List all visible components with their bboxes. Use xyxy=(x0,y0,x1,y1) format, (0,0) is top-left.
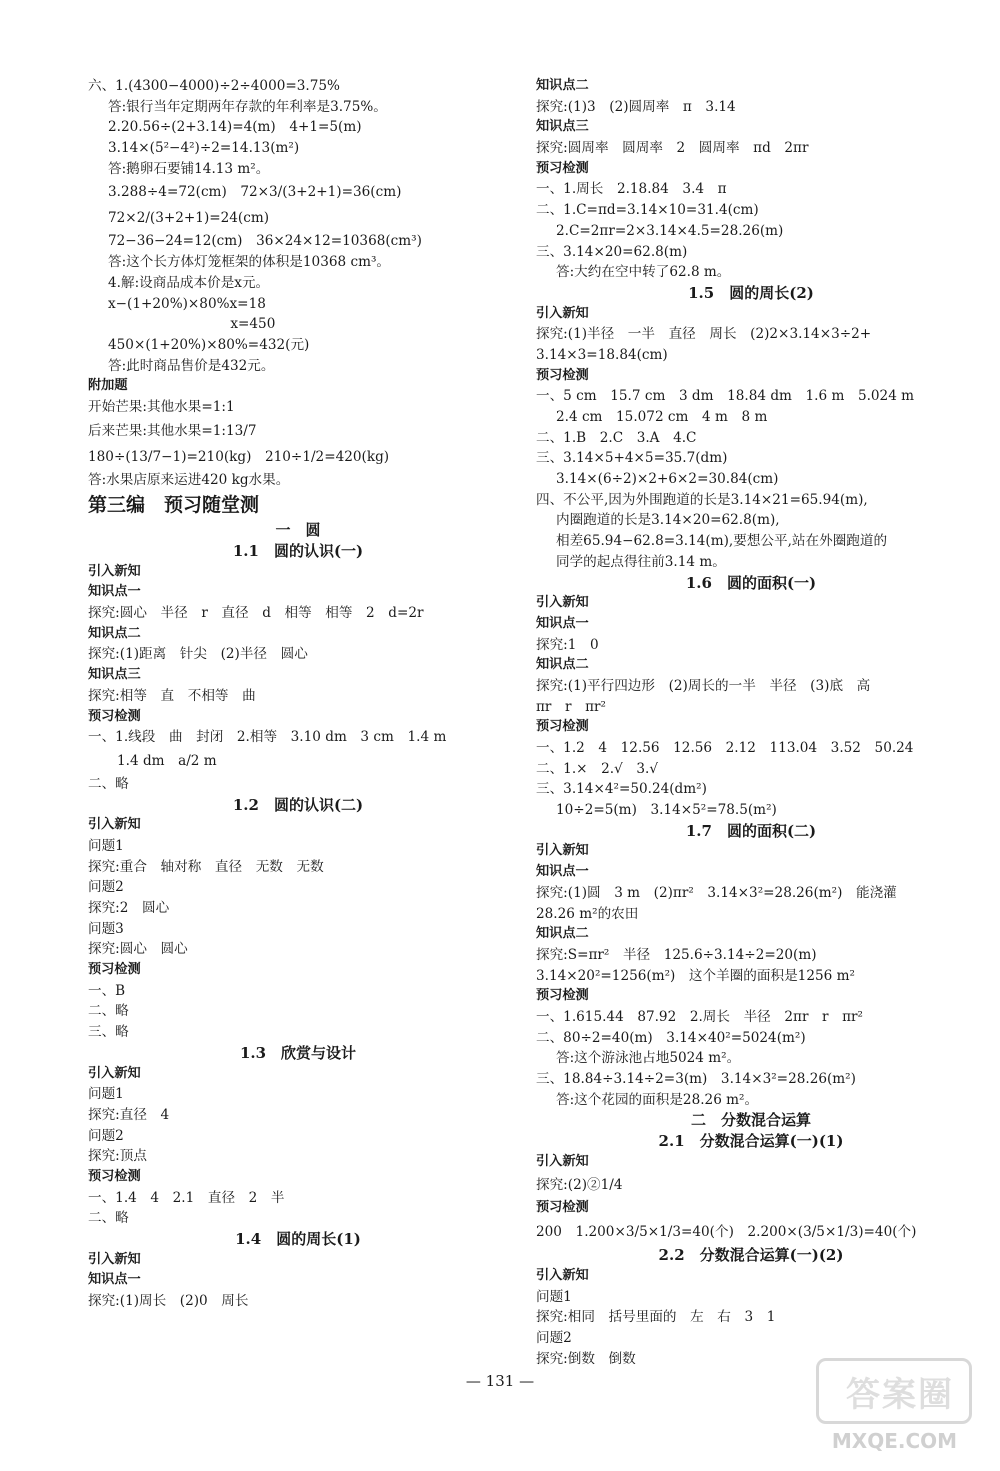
answer-line: 问题1 xyxy=(536,1288,572,1305)
answer-line: 探究:相等 直 不相等 曲 xyxy=(88,687,256,704)
answer-line: 知识点一 xyxy=(88,584,141,600)
answer-line: 1.3 欣赏与设计 xyxy=(239,1043,357,1062)
answer-line: 一、1.615.44 87.92 2.周长 半径 2πr r πr² xyxy=(536,1008,864,1025)
answer-line: 问题3 xyxy=(88,920,124,937)
answer-line: 3.14×(6÷2)×2+6×2=30.84(cm) xyxy=(556,471,779,488)
answer-line: 2.4 cm 15.072 cm 4 m 8 m xyxy=(556,409,768,425)
answer-line: 二、80÷2=40(m) 3.14×40²=5024(m²) xyxy=(536,1029,806,1046)
answer-line: 探究:圆心 半径 r 直径 d 相等 相等 2 d=2r xyxy=(88,605,424,622)
answer-line: 问题1 xyxy=(88,837,124,854)
answer-line: 3.14×(5²−4²)÷2=14.13(m²) xyxy=(108,140,300,157)
answer-line: 一、1.周长 2.18.84 3.4 π xyxy=(536,181,727,198)
answer-line: 知识点二 xyxy=(536,78,589,93)
answer-line: 答:这个长方体灯笼框架的体积是10368 cm³。 xyxy=(108,254,391,271)
answer-line: 一、1.线段 曲 封闭 2.相等 3.10 dm 3 cm 1.4 m xyxy=(88,729,447,746)
answer-line: 引入新知 xyxy=(536,595,589,611)
answer-line: 探究:(2)②1/4 xyxy=(536,1177,623,1194)
left-column xyxy=(88,76,508,1312)
answer-line: 第三编 预习随堂测 xyxy=(88,494,260,517)
answer-line: 引入新知 xyxy=(88,563,141,579)
answer-line: 200 1.200×3/5×1/3=40(个) 2.200×(3/5×1/3)=40(个) xyxy=(536,1224,917,1241)
answer-line: 二、1.B 2.C 3.A 4.C xyxy=(536,429,697,446)
answer-line: 预习检测 xyxy=(536,988,589,1004)
answer-line: 后来芒果:其他水果=1:13/7 xyxy=(88,422,257,439)
answer-line: 内圈跑道的长是3.14×20=62.8(m), xyxy=(556,512,780,529)
answer-line: x−(1+20%)×80%x=18 xyxy=(108,295,266,312)
answer-line: 3.288÷4=72(cm) 72×3/(3+2+1)=36(cm) xyxy=(108,184,402,201)
answer-line: 引入新知 xyxy=(88,1065,141,1081)
answer-line: 探究:(1)半径 一半 直径 周长 (2)2×3.14×3÷2+ xyxy=(536,326,872,343)
answer-line: 探究:圆心 圆心 xyxy=(88,941,188,958)
answer-line: 探究:(1)3 (2)圆周率 π 3.14 xyxy=(536,98,736,115)
answer-line: 二、1.C=πd=3.14×10=31.4(cm) xyxy=(536,202,759,219)
answer-line: 预习检测 xyxy=(88,1168,141,1184)
answer-line: 答:水果店原来运进420 kg水果。 xyxy=(88,471,290,488)
answer-line: 探究:2 圆心 xyxy=(88,900,170,916)
answer-line: 2.C=2πr=2×3.14×4.5=28.26(m) xyxy=(556,222,784,239)
answer-line: 知识点二 xyxy=(536,926,589,942)
answer-line: 答:大约在空中转了62.8 m。 xyxy=(556,264,731,281)
answer-line: 1.2 圆的认识(二) xyxy=(232,795,364,814)
answer-line: 2.2 分数混合运算(一)(2) xyxy=(658,1246,844,1265)
answer-line: 引入新知 xyxy=(536,843,589,859)
answer-line: 引入新知 xyxy=(536,305,589,321)
answer-line: 二、略 xyxy=(88,1003,129,1020)
answer-line: 探究:重合 轴对称 直径 无数 无数 xyxy=(88,858,324,875)
answer-line: 问题2 xyxy=(536,1329,572,1346)
answer-line: 180÷(13/7−1)=210(kg) 210÷1/2=420(kg) xyxy=(88,448,390,465)
answer-line: 探究:相同 括号里面的 左 右 3 1 xyxy=(536,1309,776,1326)
answer-line: 一 圆 xyxy=(275,521,321,540)
answer-line: 三、3.14×20=62.8(m) xyxy=(536,243,688,260)
answer-line: 二 分数混合运算 xyxy=(690,1111,811,1130)
answer-line: 知识点一 xyxy=(536,615,589,631)
answer-line: 1.4 圆的周长(1) xyxy=(235,1230,361,1248)
answer-line: 同学的起点得往前3.14 m。 xyxy=(556,553,726,570)
answer-line: πr r πr² xyxy=(536,698,606,715)
answer-line: 3.14×20²=1256(m²) 这个羊圈的面积是1256 m² xyxy=(536,967,855,984)
answer-line: 一、B xyxy=(88,982,126,999)
answer-line: 知识点三 xyxy=(88,667,141,683)
answer-line: 探究:(1)距离 针尖 (2)半径 圆心 xyxy=(88,646,308,663)
answer-line: 答:鹅卵石要铺14.13 m²。 xyxy=(108,160,270,177)
answer-line: 探究:圆周率 圆周率 2 圆周率 πd 2πr xyxy=(536,140,809,157)
answer-line: 问题2 xyxy=(88,1127,124,1144)
answer-line: 开始芒果:其他水果=1:1 xyxy=(88,398,235,415)
answer-line: 预习检测 xyxy=(536,719,589,735)
watermark-logo xyxy=(817,1358,972,1453)
answer-line: 知识点三 xyxy=(536,119,589,135)
answer-line: 知识点二 xyxy=(536,657,589,673)
answer-line: 探究:S=πr² 半径 125.6÷3.14÷2=20(m) xyxy=(536,946,817,963)
answer-line: 问题1 xyxy=(88,1086,124,1103)
watermark-url: MXQE.COM xyxy=(831,1429,958,1453)
answer-line: 三、3.14×5+4×5=35.7(dm) xyxy=(536,450,728,467)
answer-line: 1.5 圆的周长(2) xyxy=(688,283,814,302)
answer-line: 四、不公平,因为外围跑道的长是3.14×21=65.94(m), xyxy=(536,491,868,508)
answer-line: 探究:(1)平行四边形 (2)周长的一半 半径 (3)底 高 xyxy=(536,677,871,694)
answer-line: 28.26 m²的农田 xyxy=(536,905,639,922)
answer-line: 知识点一 xyxy=(88,1272,141,1288)
answer-line: 三、3.14×4²=50.24(dm²) xyxy=(536,781,707,798)
answer-line: 二、略 xyxy=(88,775,129,792)
answer-line: 预习检测 xyxy=(536,160,589,176)
answer-line: 引入新知 xyxy=(88,1251,141,1267)
answer-line: 二、略 xyxy=(88,1210,129,1227)
answer-line: 答:此时商品售价是432元。 xyxy=(108,357,275,374)
answer-line: 引入新知 xyxy=(536,1267,589,1283)
answer-line: 相差65.94−62.8=3.14(m),要想公平,站在外圈跑道的 xyxy=(556,533,888,550)
answer-line: 一、1.2 4 12.56 12.56 2.12 113.04 3.52 50.24 xyxy=(536,740,914,756)
answer-line: 答:这个花园的面积是28.26 m²。 xyxy=(556,1091,759,1108)
answer-line: 2.1 分数混合运算(一)(1) xyxy=(658,1132,844,1151)
answer-line: 知识点一 xyxy=(536,864,589,880)
answer-line: 1.4 dm a/2 m xyxy=(117,752,217,769)
answer-line: 预习检测 xyxy=(88,708,141,724)
answer-line: 450×(1+20%)×80%=432(元) xyxy=(108,336,310,353)
answer-line: 引入新知 xyxy=(536,1153,589,1169)
answer-line: 探究:倒数 倒数 xyxy=(536,1350,636,1367)
answer-line: 问题2 xyxy=(88,879,124,896)
answer-line: 72−36−24=12(cm) 36×24×12=10368(cm³) xyxy=(108,233,422,250)
answer-line: 探究:(1)圆 3 m (2)πr² 3.14×3²=28.26(m²) 能浇灌 xyxy=(536,884,897,901)
answer-line: 探究:1 0 xyxy=(536,636,599,653)
answer-line: 附加题 xyxy=(88,378,128,394)
answer-line: 1.1 圆的认识(一) xyxy=(232,542,364,560)
answer-line: 探究:(1)周长 (2)0 周长 xyxy=(88,1293,249,1310)
answer-line: 1.6 圆的面积(一) xyxy=(685,573,817,592)
answer-line: 预习检测 xyxy=(88,962,141,978)
answer-line: 预习检测 xyxy=(536,1200,589,1216)
answer-line: 三、略 xyxy=(88,1024,129,1041)
answer-line: 答:这个游泳池占地5024 m²。 xyxy=(556,1050,741,1067)
answer-line: 一、1.4 4 2.1 直径 2 半 xyxy=(88,1189,285,1206)
answer-line: 3.14×3=18.84(cm) xyxy=(536,346,668,363)
answer-line: 二、1.× 2.√ 3.√ xyxy=(536,760,658,777)
right-column xyxy=(536,76,966,1369)
answer-line: 探究:直径 4 xyxy=(88,1106,170,1123)
answer-line: x=450 xyxy=(108,316,276,333)
answer-line: 预习检测 xyxy=(536,367,589,383)
answer-line: 答:银行当年定期两年存款的年利率是3.75%。 xyxy=(108,98,387,115)
answer-line: 10÷2=5(m) 3.14×5²=78.5(m²) xyxy=(556,802,777,819)
answer-line: 引入新知 xyxy=(88,817,141,833)
answer-line: 4.解:设商品成本价是x元。 xyxy=(108,274,270,291)
answer-line: 探究:顶点 xyxy=(88,1148,147,1165)
page-number: — 131 — xyxy=(465,1372,535,1390)
answer-line: 1.7 圆的面积(二) xyxy=(685,821,817,840)
answer-line: 一、5 cm 15.7 cm 3 dm 18.84 dm 1.6 m 5.024 m xyxy=(536,388,915,405)
answer-line: 72×2/(3+2+1)=24(cm) xyxy=(108,210,270,227)
answer-line: 知识点二 xyxy=(88,625,141,641)
watermark-cn: 答案圈 xyxy=(846,1375,954,1415)
answer-line: 六、1.(4300−4000)÷2÷4000=3.75% xyxy=(88,78,340,94)
answer-line: 2.20.56÷(2+3.14)=4(m) 4+1=5(m) xyxy=(108,119,362,136)
answer-line: 三、18.84÷3.14÷2=3(m) 3.14×3²=28.26(m²) xyxy=(536,1071,856,1087)
